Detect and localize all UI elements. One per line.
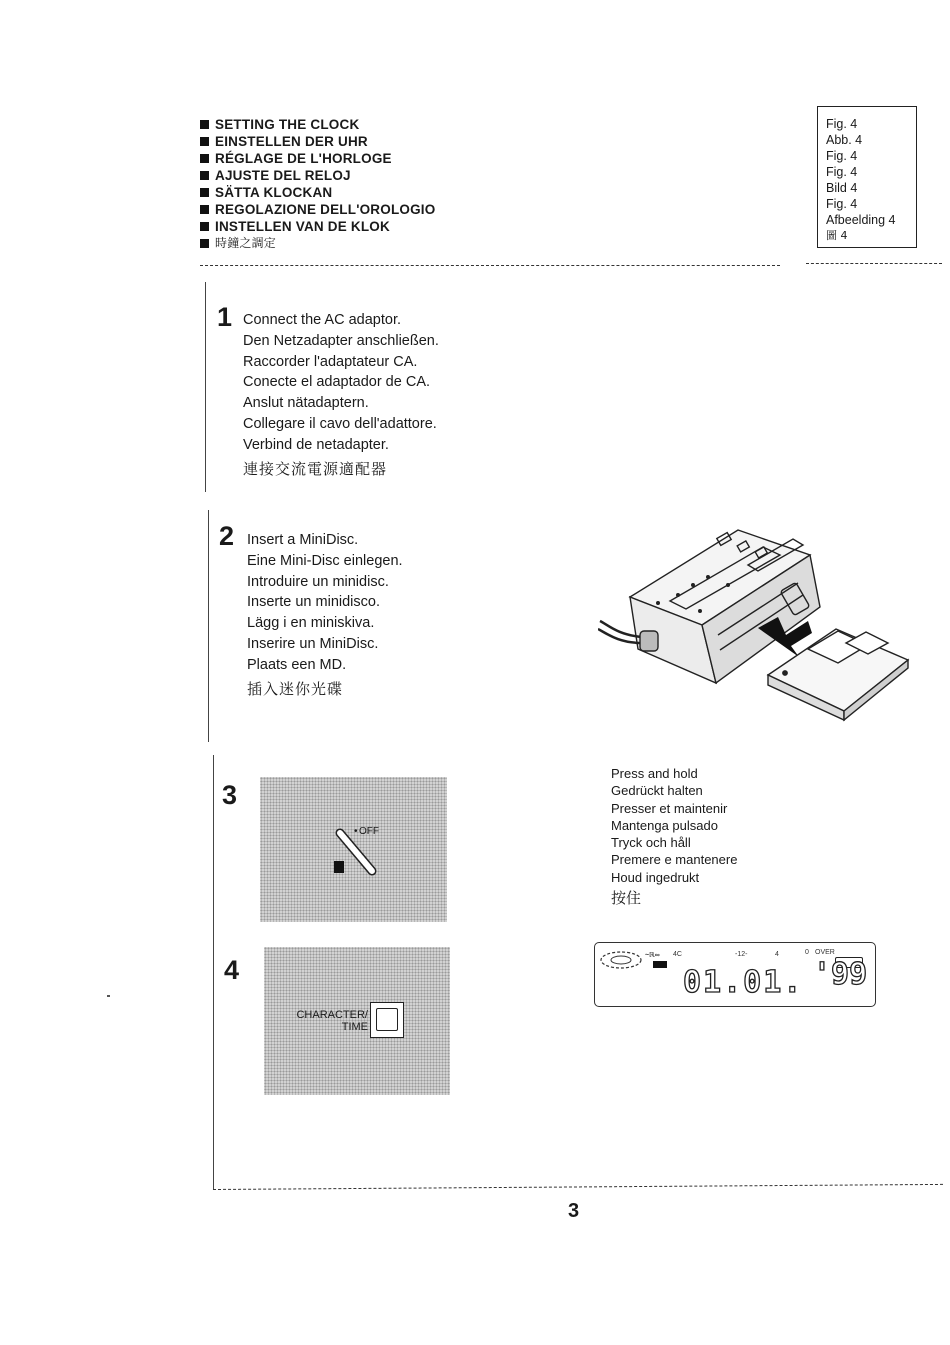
lcd-year-blinking: '99 xyxy=(813,957,868,992)
step-number: 2 xyxy=(219,521,235,551)
instruction-line: Insert a MiniDisc. xyxy=(247,532,359,548)
heading-es: AJUSTE DEL RELOJ xyxy=(200,167,620,184)
instruction-line: Den Netzadapter anschließen. xyxy=(243,332,439,349)
fig-label: Fig. 4 xyxy=(826,117,858,131)
heading-it: REGOLAZIONE DELL'OROLOGIO xyxy=(200,201,620,218)
bullet-icon xyxy=(200,120,209,129)
frame-left-line xyxy=(205,282,206,492)
fig-label: Abb. 4 xyxy=(826,133,863,147)
frame-left-line xyxy=(208,510,209,742)
heading-en: SETTING THE CLOCK xyxy=(200,116,620,133)
heading-de: EINSTELLEN DER UHR xyxy=(200,133,620,150)
page-number: 3 xyxy=(568,1200,580,1222)
instruction-line: Presser et maintenir xyxy=(611,800,728,816)
press-hold-text xyxy=(611,765,737,907)
instruction-line: Anslut nätadaptern. xyxy=(243,395,369,412)
instruction-line-zh: 插入迷你光碟 xyxy=(247,679,344,698)
instruction-line: Tryck och håll xyxy=(611,835,691,851)
lcd-indicator: 0 xyxy=(805,949,809,956)
bullet-icon xyxy=(200,171,209,180)
heading-sv: SÄTTA KLOCKAN xyxy=(200,184,620,201)
fig-label: Fig. 4 xyxy=(826,197,858,211)
instruction-line: Inserte un minidisco. xyxy=(247,594,380,611)
bullet-icon xyxy=(200,154,209,163)
margin-mark xyxy=(107,995,110,997)
instruction-line: Houd ingedrukt xyxy=(611,869,700,885)
lcd-indicator: 4C xyxy=(673,951,682,958)
instruction-line: Raccorder l'adaptateur CA. xyxy=(243,353,418,370)
instruction-line: Plaats een MD. xyxy=(247,656,347,673)
step1-text xyxy=(243,310,439,479)
lcd-indicator: -12- xyxy=(735,951,748,958)
lcd-indicator: 4 xyxy=(775,951,779,958)
fig-label: Fig. 4 xyxy=(826,149,858,163)
lcd-block xyxy=(653,961,667,968)
instruction-line: Press and hold xyxy=(611,766,698,781)
character-time-label: CHARACTER/ TIME xyxy=(296,1009,368,1033)
step-number: 1 xyxy=(217,302,233,332)
instruction-line: Lägg i en miniskiva. xyxy=(247,615,375,632)
button-panel xyxy=(264,947,450,1095)
lcd-date-digits: 01.01. xyxy=(683,965,804,1000)
character-time-button xyxy=(370,1002,404,1038)
instruction-line: Premere e mantenere xyxy=(611,852,738,868)
instruction-line-zh: 連接交流電源適配器 xyxy=(243,459,388,478)
over-label: OVER xyxy=(815,949,835,956)
off-label: OFF xyxy=(359,826,379,837)
bullet-icon xyxy=(200,222,209,231)
reload-icon: ~ℝ∞ xyxy=(645,952,660,959)
fig-label: Fig. 4 xyxy=(826,165,858,179)
instruction-line: Conecte el adaptador de CA. xyxy=(243,374,431,391)
bullet-icon xyxy=(200,188,209,197)
bullet-icon xyxy=(200,239,209,248)
bullet-icon xyxy=(200,205,209,214)
instruction-line: Gedrückt halten xyxy=(611,783,703,799)
figure-reference-box xyxy=(817,106,917,248)
fig-label: Bild 4 xyxy=(826,181,858,195)
heading-zh: 時鐘之調定 xyxy=(200,235,620,252)
step2-text xyxy=(247,530,403,699)
minidisc-player-illustration xyxy=(598,525,918,725)
heading-nl: INSTELLEN VAN DE KLOK xyxy=(200,218,620,235)
step-number: 3 xyxy=(222,780,238,810)
frame-left-line xyxy=(213,755,214,1190)
instruction-line: Eine Mini-Disc einlegen. xyxy=(247,552,403,569)
top-divider-right xyxy=(806,263,942,264)
lcd-display xyxy=(594,942,876,1007)
bottom-divider xyxy=(213,1184,943,1190)
instruction-line: Mantenga pulsado xyxy=(611,817,718,833)
instruction-line: Introduire un minidisc. xyxy=(247,573,389,590)
instruction-line: Collegare il cavo dell'adattore. xyxy=(243,415,437,432)
section-headings xyxy=(200,116,620,252)
step-number: 4 xyxy=(224,955,240,985)
disc-icon xyxy=(599,949,643,971)
heading-fr: RÉGLAGE DE L'HORLOGE xyxy=(200,150,620,167)
instruction-line: Inserire un MiniDisc. xyxy=(247,635,379,652)
switch-panel xyxy=(260,777,447,922)
instruction-line-zh: 按住 xyxy=(611,889,642,908)
instruction-line: Verbind de netadapter. xyxy=(243,436,389,453)
bullet-icon xyxy=(200,137,209,146)
fig-label: 圖 4 xyxy=(826,229,848,242)
top-divider xyxy=(200,265,780,266)
button-face xyxy=(376,1008,398,1031)
fig-label: Afbeelding 4 xyxy=(826,213,896,227)
off-dot: • xyxy=(354,826,358,837)
instruction-line: Connect the AC adaptor. xyxy=(243,312,401,328)
